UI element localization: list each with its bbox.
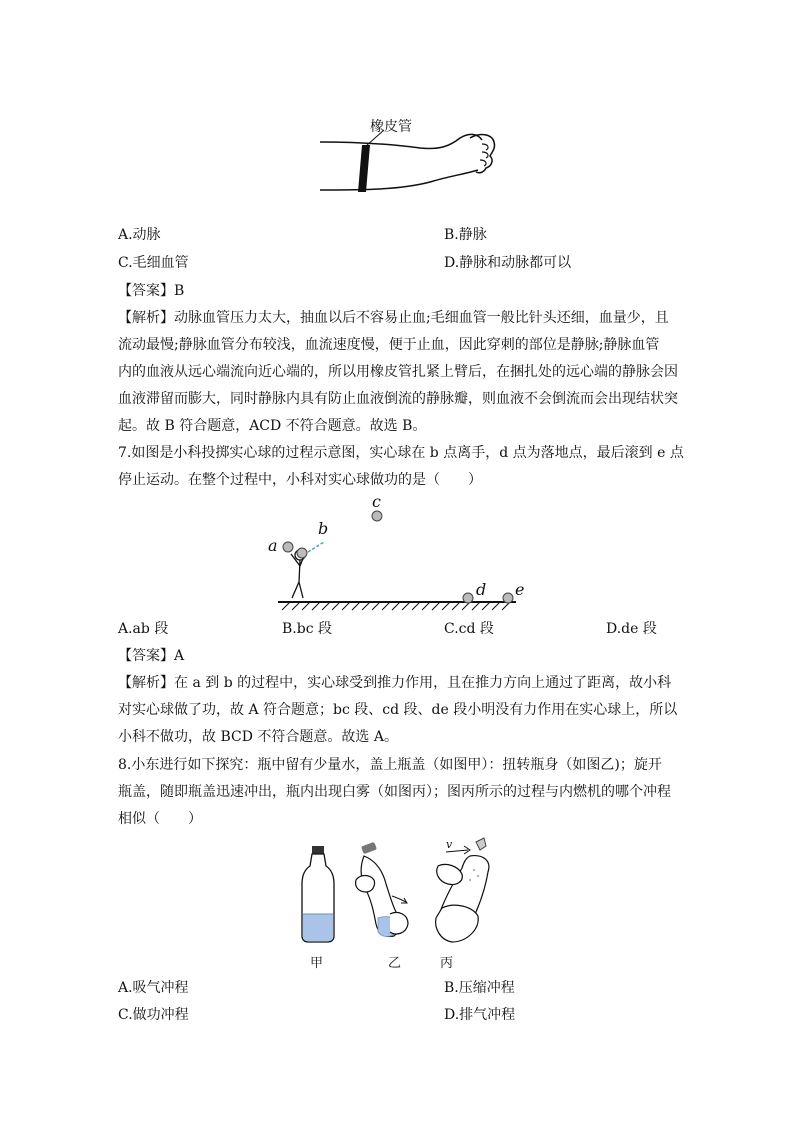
answer-label: 【答案】B [118, 283, 185, 299]
shot-put-figure [262, 494, 532, 612]
velocity-label: v [446, 838, 453, 851]
question-stem: 停止运动。在整个过程中，小科对实心球做功的是（ ） [118, 472, 482, 488]
option-b: B.静脉 [444, 227, 487, 243]
analysis-line: 【解析】在 a 到 b 的过程中，实心球受到推力作用，且在推力方向上通过了距离，故小科 [118, 675, 672, 691]
analysis-line: 流动最慢;静脉血管分布较浅，血流速度慢，便于止血，因此穿刺的部位是静脉;静脉血管 [118, 337, 660, 353]
arm-tourniquet-figure [300, 112, 510, 204]
point-a-label: a [268, 536, 278, 555]
option-b: B.bc 段 [282, 621, 332, 637]
analysis-line: 内的血液从远心端流向近心端的，所以用橡皮管扎紧上臂后，在捆扎处的远心端的静脉会因 [118, 364, 678, 380]
option-c: C.毛细血管 [118, 255, 189, 271]
tube-label: 橡皮管 [370, 119, 412, 135]
option-c: C.做功冲程 [118, 1007, 189, 1023]
option-d: D.排气冲程 [444, 1007, 516, 1023]
point-c-label: c [372, 492, 381, 511]
question-stem: 瓶盖，随即瓶盖迅速冲出，瓶内出现白雾（如图丙）；图丙所示的过程与内燃机的哪个冲程 [118, 784, 671, 800]
question-stem: 8.小东进行如下探究：瓶中留有少量水，盖上瓶盖（如图甲）：扭转瓶身（如图乙)；旋开 [118, 757, 662, 773]
analysis-line: 血液滞留而膨大，同时静脉内具有防止血液倒流的静脉瓣，则血液不会倒流而会出现结状突 [118, 391, 678, 407]
figure-jia-label: 甲 [310, 956, 324, 971]
figure-yi-label: 乙 [388, 956, 402, 971]
option-a: A.ab 段 [118, 621, 169, 637]
question-stem: 相似（ ） [118, 811, 202, 827]
option-b: B.压缩冲程 [444, 980, 515, 996]
analysis-line: 小科不做功，故 BCD 不符合题意。故选 A。 [118, 729, 398, 745]
point-d-label: d [476, 580, 487, 599]
point-b-label: b [318, 519, 329, 538]
option-a: A.吸气冲程 [118, 980, 189, 996]
option-a: A.动脉 [118, 227, 161, 243]
analysis-line: 起。故 B 符合题意，ACD 不符合题意。故选 B。 [118, 418, 427, 434]
answer-label: 【答案】A [118, 648, 185, 664]
option-c: C.cd 段 [444, 621, 494, 637]
figure-bing-label: 丙 [440, 956, 454, 971]
point-e-label: e [515, 580, 525, 599]
option-d: D.静脉和动脉都可以 [444, 255, 572, 271]
option-d: D.de 段 [606, 621, 657, 637]
bottle-experiment-figure [296, 836, 496, 970]
question-stem: 7.如图是小科投掷实心球的过程示意图，实心球在 b 点离手，d 点为落地点，最后滚到 e 点 [118, 445, 684, 461]
analysis-line: 【解析】动脉血管压力太大，抽血以后不容易止血;毛细血管一般比针头还细，血量少，且 [118, 310, 669, 326]
analysis-line: 对实心球做了功，故 A 符合题意；bc 段、cd 段、de 段小明没有力作用在实心球上，所以 [118, 702, 678, 718]
